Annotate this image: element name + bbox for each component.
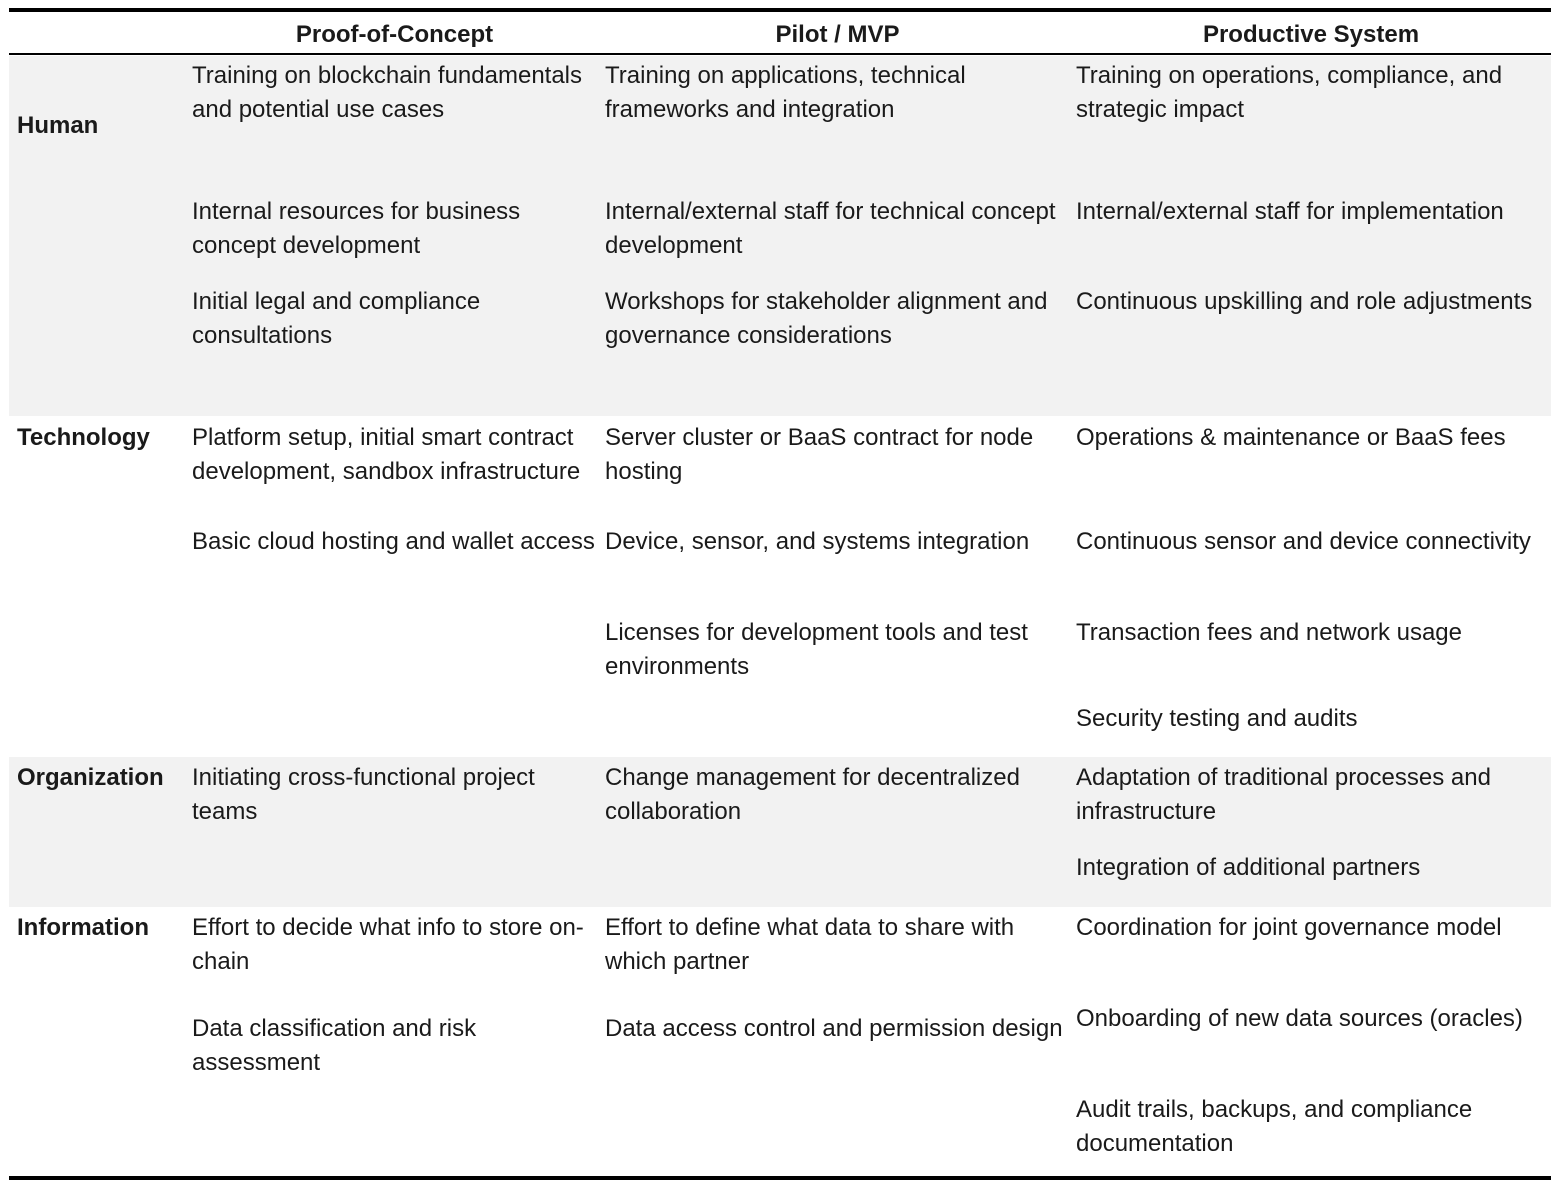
table-cell: Onboarding of new data sources (oracles) [1076, 1005, 1523, 1032]
header-rule [9, 53, 1551, 55]
table-cell: Change management for decentralized collaboration [605, 764, 1020, 825]
table-cell: Security testing and audits [1076, 705, 1358, 732]
table-cell: Initiating cross-functional project teams [192, 764, 535, 825]
column-header-pilot: Pilot / MVP [775, 21, 900, 48]
table-cell: Device, sensor, and systems integration [605, 528, 1030, 555]
table-cell: Data classification and risk assessment [192, 1015, 477, 1076]
table-cell: Server cluster or BaaS contract for node hosting [605, 424, 1034, 485]
row-label-human: Human [17, 112, 99, 139]
table-cell: Audit trails, backups, and compliance documentation [1076, 1096, 1473, 1157]
table-cell: Internal/external staff for implementation [1076, 198, 1504, 225]
table-cell: Coordination for joint governance model [1076, 914, 1502, 941]
table-cell: Integration of additional partners [1076, 854, 1421, 881]
table-cell: Effort to define what data to share with which partner [605, 914, 1015, 975]
table-cell: Workshops for stakeholder alignment and governance considerations [605, 288, 1048, 349]
table-cell: Internal resources for business concept development [192, 198, 521, 259]
table-cell: Basic cloud hosting and wallet access [192, 528, 595, 555]
table-top-rule [9, 8, 1551, 12]
table-cell: Operations & maintenance or BaaS fees [1076, 424, 1506, 451]
table-cell: Platform setup, initial smart contract development, sandbox infrastructure [192, 424, 581, 485]
table-cell: Data access control and permission design [605, 1015, 1063, 1042]
column-header-poc: Proof-of-Concept [295, 21, 494, 48]
table-cell: Training on blockchain fundamentals and potential use cases [192, 62, 583, 123]
table-cell: Transaction fees and network usage [1076, 619, 1463, 646]
table-cell: Effort to decide what info to store on-chain [192, 914, 584, 975]
table-cell: Internal/external staff for technical concept development [605, 198, 1056, 259]
table-cell: Continuous sensor and device connectivity [1076, 528, 1531, 555]
column-header-productive: Productive System [1202, 21, 1420, 48]
table-cell: Continuous upskilling and role adjustments [1076, 288, 1533, 315]
table-cell: Training on operations, compliance, and strategic impact [1076, 62, 1503, 123]
row-label-technology: Technology [17, 424, 150, 451]
table-bottom-rule [9, 1176, 1551, 1180]
table-cell: Training on applications, technical frameworks and integration [605, 62, 966, 123]
row-label-organization: Organization [17, 764, 164, 791]
table-cell: Initial legal and compliance consultations [192, 288, 481, 349]
table-cell: Licenses for development tools and test environments [605, 619, 1028, 680]
table-cell: Adaptation of traditional processes and infrastructure [1076, 764, 1491, 825]
row-label-information: Information [17, 914, 149, 941]
